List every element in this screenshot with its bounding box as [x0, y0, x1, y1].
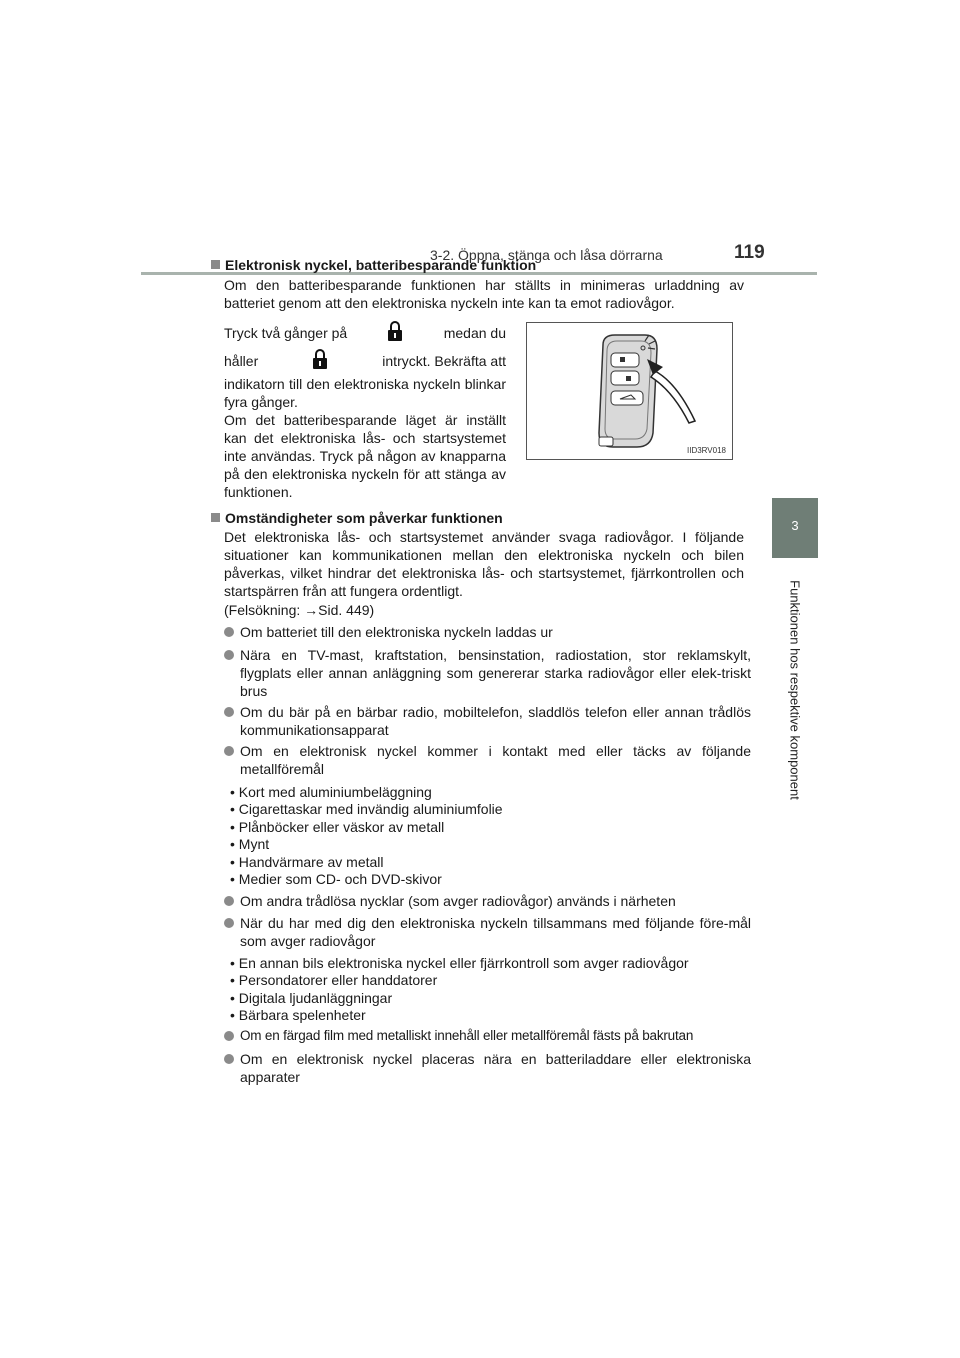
list-item: Om en elektronisk nyckel kommer i kontakt med eller täcks av följande metallföremål: [224, 742, 751, 778]
section-intro: Om den batteribesparande funktionen har ställts in minimeras urladdning av batteriet genom att den elektroniska nyckeln inte kan ta emot radiovågor.: [224, 277, 744, 311]
list-item: Om andra trådlösa nycklar (som avger radiovågor) används i närheten: [224, 892, 751, 910]
bullet-icon: [224, 896, 234, 906]
sublist-item: • Digitala ljudanläggningar: [230, 989, 393, 1006]
sublist-metal: [230, 784, 503, 888]
sublist-radio: [230, 955, 689, 1025]
instruction-block: [224, 321, 506, 501]
lock-icon: [387, 320, 403, 346]
section-heading: [211, 509, 503, 527]
lock-icon: [312, 348, 328, 374]
square-bullet-icon: [211, 513, 220, 522]
section-heading-text: Elektronisk nyckel, batteribesparande funktion: [225, 257, 537, 273]
instruction-text: håller: [224, 353, 259, 369]
chapter-label: Funktionen hos respektive komponent: [787, 580, 803, 800]
sublist-item: • Kort med aluminiumbeläggning: [230, 784, 432, 800]
sublist-item: • Persondatorer eller handdatorer: [230, 972, 438, 989]
bullet-icon: [224, 650, 234, 660]
bullet-icon: [224, 707, 234, 717]
page-number: 119: [734, 242, 765, 263]
instruction-text: medan du: [443, 325, 506, 341]
bullet-icon: [224, 1031, 234, 1041]
list-item: Om du bär på en bärbar radio, mobiltelefon, sladdlös telefon eller annan trådlös kommunikationsapparat: [224, 703, 751, 739]
instruction-text: Om det batteribesparande läget är inställt kan det elektroniska lås- och startsystemet inte användas. Tryck på någon av knapparna på den elektroniska nyckeln för att stänga av funktionen.: [224, 412, 506, 500]
list-item: Nära en TV-mast, kraftstation, bensinstation, radiostation, stor reklamskylt, flygplats eller annan anläggning som genererar starka radiovågor eller elek-triskt brus: [224, 646, 751, 700]
bullet-icon: [224, 746, 234, 756]
list-item: När du har med dig den elektroniska nyckeln tillsammans med följande före-mål som avger radiovågor: [224, 914, 751, 950]
sublist-item: • Cigarettaskar med invändig aluminiumfolie: [230, 801, 503, 818]
section-heading-text: Omständigheter som påverkar funktionen: [225, 510, 503, 526]
sublist-item: • Bärbara spelenheter: [230, 1007, 366, 1024]
header-title: 3-2. Öppna, stänga och låsa dörrarna: [430, 247, 663, 263]
troubleshooting-reference: (Felsökning: →Sid. 449): [224, 602, 375, 618]
chapter-number: 3: [791, 518, 799, 533]
figure-caption: IID3RV018: [687, 446, 726, 455]
sublist-item: • Medier som CD- och DVD-skivor: [230, 871, 442, 888]
instruction-text: Tryck två gånger på: [224, 325, 348, 341]
bullet-icon: [224, 627, 234, 637]
key-fob-illustration: [526, 322, 733, 460]
square-bullet-icon: [211, 260, 220, 269]
bullet-icon: [224, 918, 234, 928]
sublist-item: • Mynt: [230, 836, 270, 853]
list-item: Om en elektronisk nyckel placeras nära en batteriladdare eller elektroniska apparater: [224, 1050, 751, 1086]
list-item: Om en färgad film med metalliskt innehåll eller metallföremål fästs på bakrutan: [224, 1027, 751, 1045]
electronic-key-icon: [527, 323, 732, 459]
sublist-item: • Plånböcker eller väskor av metall: [230, 818, 445, 835]
sublist-item: • Handvärmare av metall: [230, 853, 384, 870]
instruction-text: intryckt. Bekräfta att: [382, 353, 506, 369]
bullet-icon: [224, 1054, 234, 1064]
section-heading: [211, 256, 536, 274]
section-intro: Det elektroniska lås- och startsystemet använder svaga radiovågor. I följande situationer kan kommunikationen mellan den elektroniska nyckeln och bilen påverkas, vilket hindrar det elektroniska lås- och startsystemet, fjärrkontrollen och startspärren från att fungera ordentligt.: [224, 529, 744, 599]
instruction-text: indikatorn till den elektroniska nyckeln blinkar fyra gånger.: [224, 376, 506, 410]
sublist-item: • En annan bils elektroniska nyckel eller fjärrkontroll som avger radiovågor: [230, 955, 689, 971]
list-item: Om batteriet till den elektroniska nyckeln laddas ur: [224, 623, 751, 641]
